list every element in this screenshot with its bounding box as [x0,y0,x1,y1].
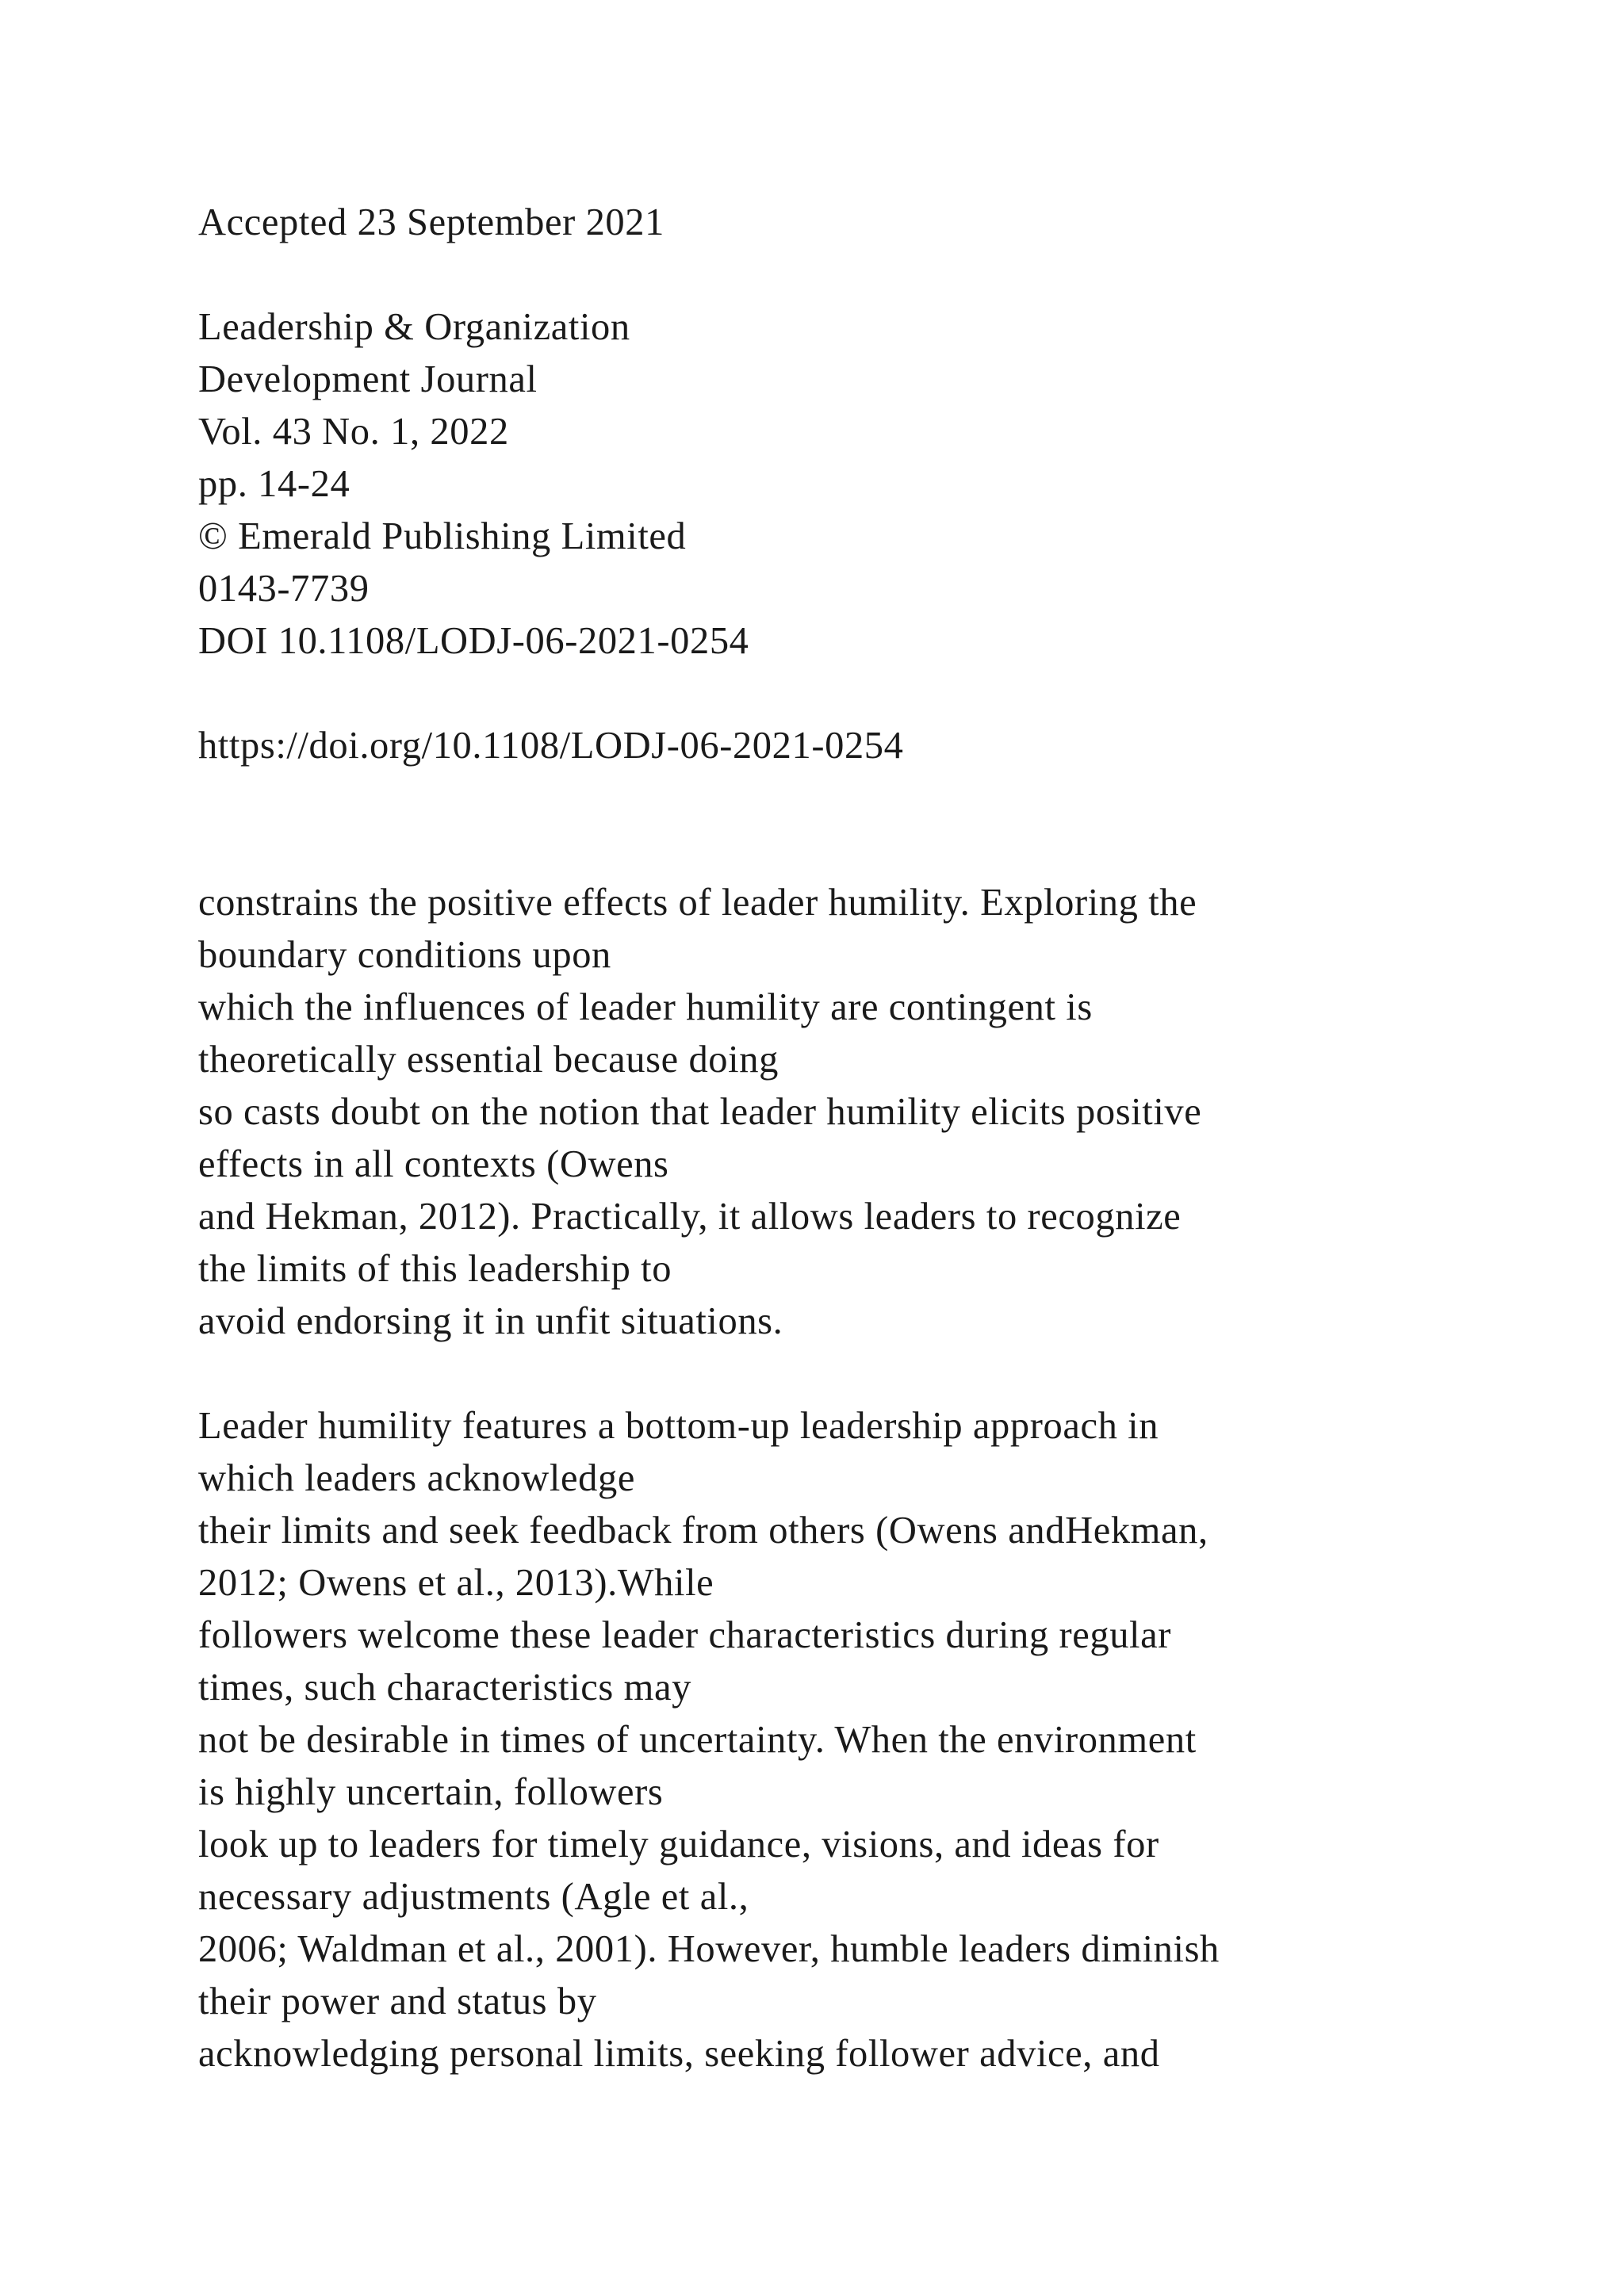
paragraph-line: their limits and seek feedback from others (Owens andHekman, [198,1510,1208,1552]
paragraph-line: not be desirable in times of uncertainty. When the environment [198,1719,1197,1761]
paragraph-line: boundary conditions upon [198,934,611,976]
journal-name-line-1: Leadership & Organization [198,306,630,348]
body-paragraph-2 [198,1400,1515,2080]
journal-volume: Vol. 43 No. 1, 2022 [198,411,509,453]
paragraph-line: necessary adjustments (Agle et al., [198,1876,749,1918]
paragraph-line: 2006; Waldman et al., 2001). However, humble leaders diminish [198,1928,1220,1970]
journal-name-line-2: Development Journal [198,358,538,400]
paragraph-line: the limits of this leadership to [198,1248,672,1290]
paragraph-line: followers welcome these leader characteristics during regular [198,1614,1172,1656]
journal-copyright: © Emerald Publishing Limited [198,515,687,557]
spacer [198,1348,1515,1400]
journal-issn: 0143-7739 [198,568,370,610]
paragraph-line: is highly uncertain, followers [198,1771,664,1813]
journal-info [198,301,1515,668]
doi-link[interactable]: https://doi.org/10.1108/LODJ-06-2021-0254 [198,725,904,767]
paragraph-line: their power and status by [198,1980,597,2022]
paragraph-line: so casts doubt on the notion that leader humility elicits positive [198,1091,1202,1133]
paragraph-line: acknowledging personal limits, seeking follower advice, and [198,2033,1160,2075]
document-page [198,197,1515,2080]
spacer [198,668,1515,720]
paragraph-line: constrains the positive effects of leader humility. Exploring the [198,882,1197,924]
accepted-date: Accepted 23 September 2021 [198,201,665,243]
spacer [198,772,1515,877]
journal-pages: pp. 14-24 [198,463,350,505]
paragraph-line: avoid endorsing it in unfit situations. [198,1300,783,1342]
paragraph-line: theoretically essential because doing [198,1039,779,1081]
journal-doi: DOI 10.1108/LODJ-06-2021-0254 [198,620,749,662]
paragraph-line: and Hekman, 2012). Practically, it allows leaders to recognize [198,1196,1182,1238]
paragraph-line: look up to leaders for timely guidance, visions, and ideas for [198,1823,1159,1866]
paragraph-line: Leader humility features a bottom-up leadership approach in [198,1405,1159,1447]
spacer [198,249,1515,301]
paragraph-line: 2012; Owens et al., 2013).While [198,1562,714,1604]
body-paragraph-1 [198,877,1515,1348]
paragraph-line: effects in all contexts (Owens [198,1143,669,1185]
paragraph-line: times, such characteristics may [198,1667,691,1709]
paragraph-line: which the influences of leader humility are contingent is [198,986,1093,1028]
paragraph-line: which leaders acknowledge [198,1457,635,1499]
